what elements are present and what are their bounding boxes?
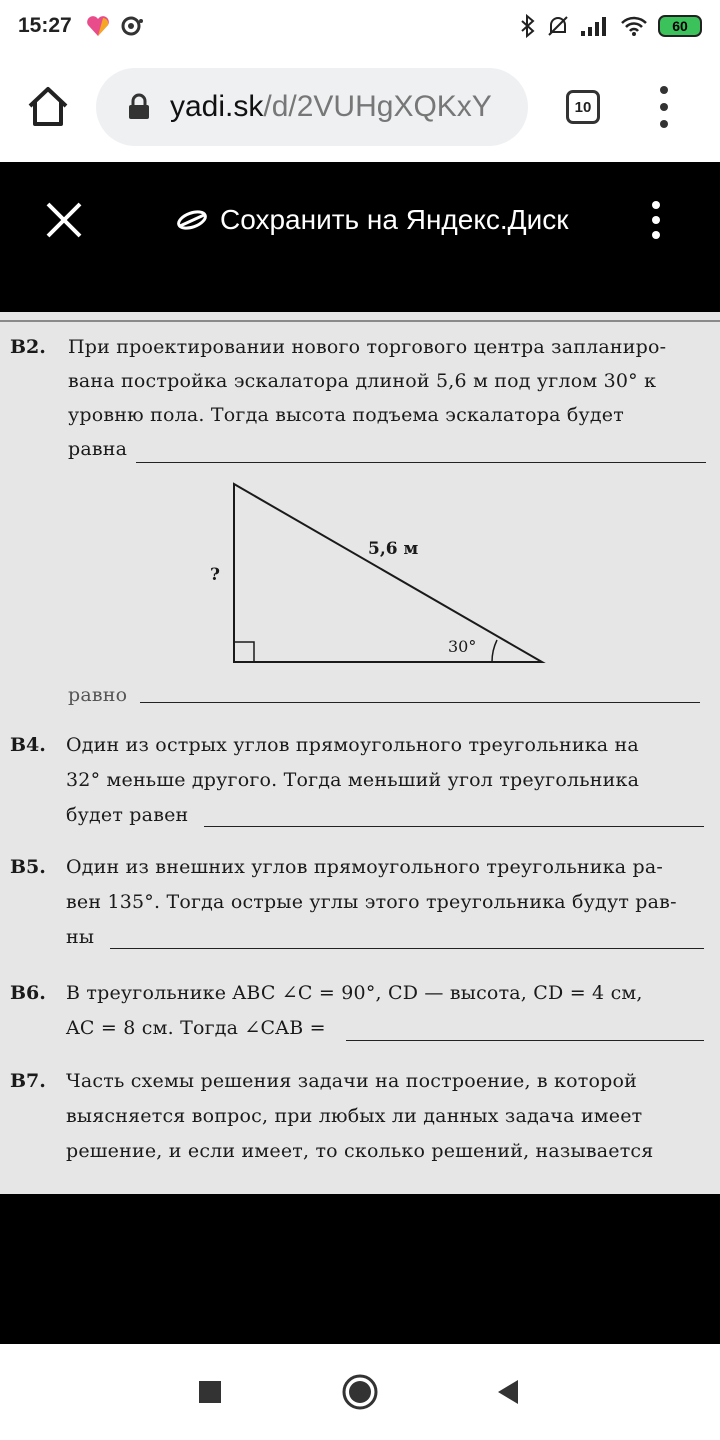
- close-icon[interactable]: [44, 200, 84, 240]
- browser-toolbar: [0, 52, 720, 162]
- save-to-yandex-disk-button[interactable]: [176, 198, 569, 242]
- question-text-fragment: равно: [68, 684, 128, 706]
- question-text-line: будет равен: [66, 804, 189, 826]
- question-text-line: выясняется вопрос, при любых ли данных задача имеет: [66, 1105, 643, 1127]
- triangle-figure: [210, 480, 560, 680]
- question-number: B6.: [10, 982, 46, 1004]
- status-time: 15:27: [18, 14, 72, 37]
- question-number: B7.: [10, 1070, 46, 1092]
- home-button[interactable]: [340, 1372, 380, 1412]
- viewer-background: [0, 1194, 720, 1344]
- mute-icon: [546, 14, 570, 38]
- question-text-line: равна: [68, 438, 128, 460]
- battery-icon: 60: [658, 15, 702, 37]
- url-text: [170, 90, 492, 124]
- yandex-disk-icon: [176, 209, 208, 231]
- document-photo: [0, 312, 720, 1194]
- navigation-bar: [0, 1344, 720, 1440]
- question-number: B2.: [10, 336, 46, 358]
- question-number: B5.: [10, 856, 46, 878]
- heart-app-icon: [86, 15, 110, 37]
- question-text-line: При проектировании нового торгового центра запланиро-: [68, 336, 667, 358]
- divider: [0, 320, 720, 322]
- save-label: Сохранить на Яндекс.Диск: [220, 204, 569, 235]
- lock-icon: [128, 94, 150, 120]
- viewer-toolbar: [0, 162, 720, 312]
- question-text-line: ны: [66, 926, 95, 948]
- question-number: B4.: [10, 734, 46, 756]
- answer-blank: [110, 948, 704, 949]
- question-text-line: решение, и если имеет, то сколько решений, называется: [66, 1140, 654, 1162]
- question-text-line: Один из острых углов прямоугольного треугольника на: [66, 734, 639, 756]
- answer-blank: [346, 1040, 704, 1041]
- url-path: /d/2VUHgXQKxY: [263, 90, 492, 123]
- question-text-line: вен 135°. Тогда острые углы этого треугольника будут рав-: [66, 891, 677, 913]
- answer-blank: [204, 826, 704, 827]
- home-icon[interactable]: [24, 82, 72, 130]
- answer-blank: [136, 462, 706, 463]
- angle-label: 30°: [448, 637, 477, 656]
- settings-dot-icon: [120, 15, 144, 37]
- signal-icon: [580, 15, 610, 37]
- unknown-height-label: ?: [210, 565, 220, 585]
- answer-blank: [140, 702, 700, 703]
- recent-apps-button[interactable]: [190, 1372, 230, 1412]
- question-text-line: вана постройка эскалатора длиной 5,6 м под углом 30° к: [68, 370, 657, 392]
- url-host: yadi.sk: [170, 90, 264, 123]
- viewer-menu-icon[interactable]: [646, 198, 666, 242]
- question-text-line: уровню пола. Тогда высота подъема эскалатора будет: [68, 404, 624, 426]
- status-bar: [0, 0, 720, 52]
- hypotenuse-label: 5,6 м: [368, 539, 419, 559]
- wifi-icon: [620, 15, 648, 37]
- browser-menu-icon[interactable]: [652, 82, 676, 132]
- back-button[interactable]: [488, 1372, 528, 1412]
- question-text-line: Часть схемы решения задачи на построение, в которой: [66, 1070, 637, 1092]
- bluetooth-icon: [520, 14, 536, 38]
- address-bar[interactable]: [96, 68, 528, 146]
- tab-switcher-button[interactable]: 10: [566, 90, 600, 124]
- question-text-line: AC = 8 см. Тогда ∠CAB =: [66, 1017, 326, 1039]
- question-text-line: Один из внешних углов прямоугольного треугольника ра-: [66, 856, 663, 878]
- question-text-line: 32° меньше другого. Тогда меньший угол треугольника: [66, 769, 640, 791]
- question-text-line: В треугольнике ABC ∠C = 90°, CD — высота, CD = 4 см,: [66, 982, 643, 1004]
